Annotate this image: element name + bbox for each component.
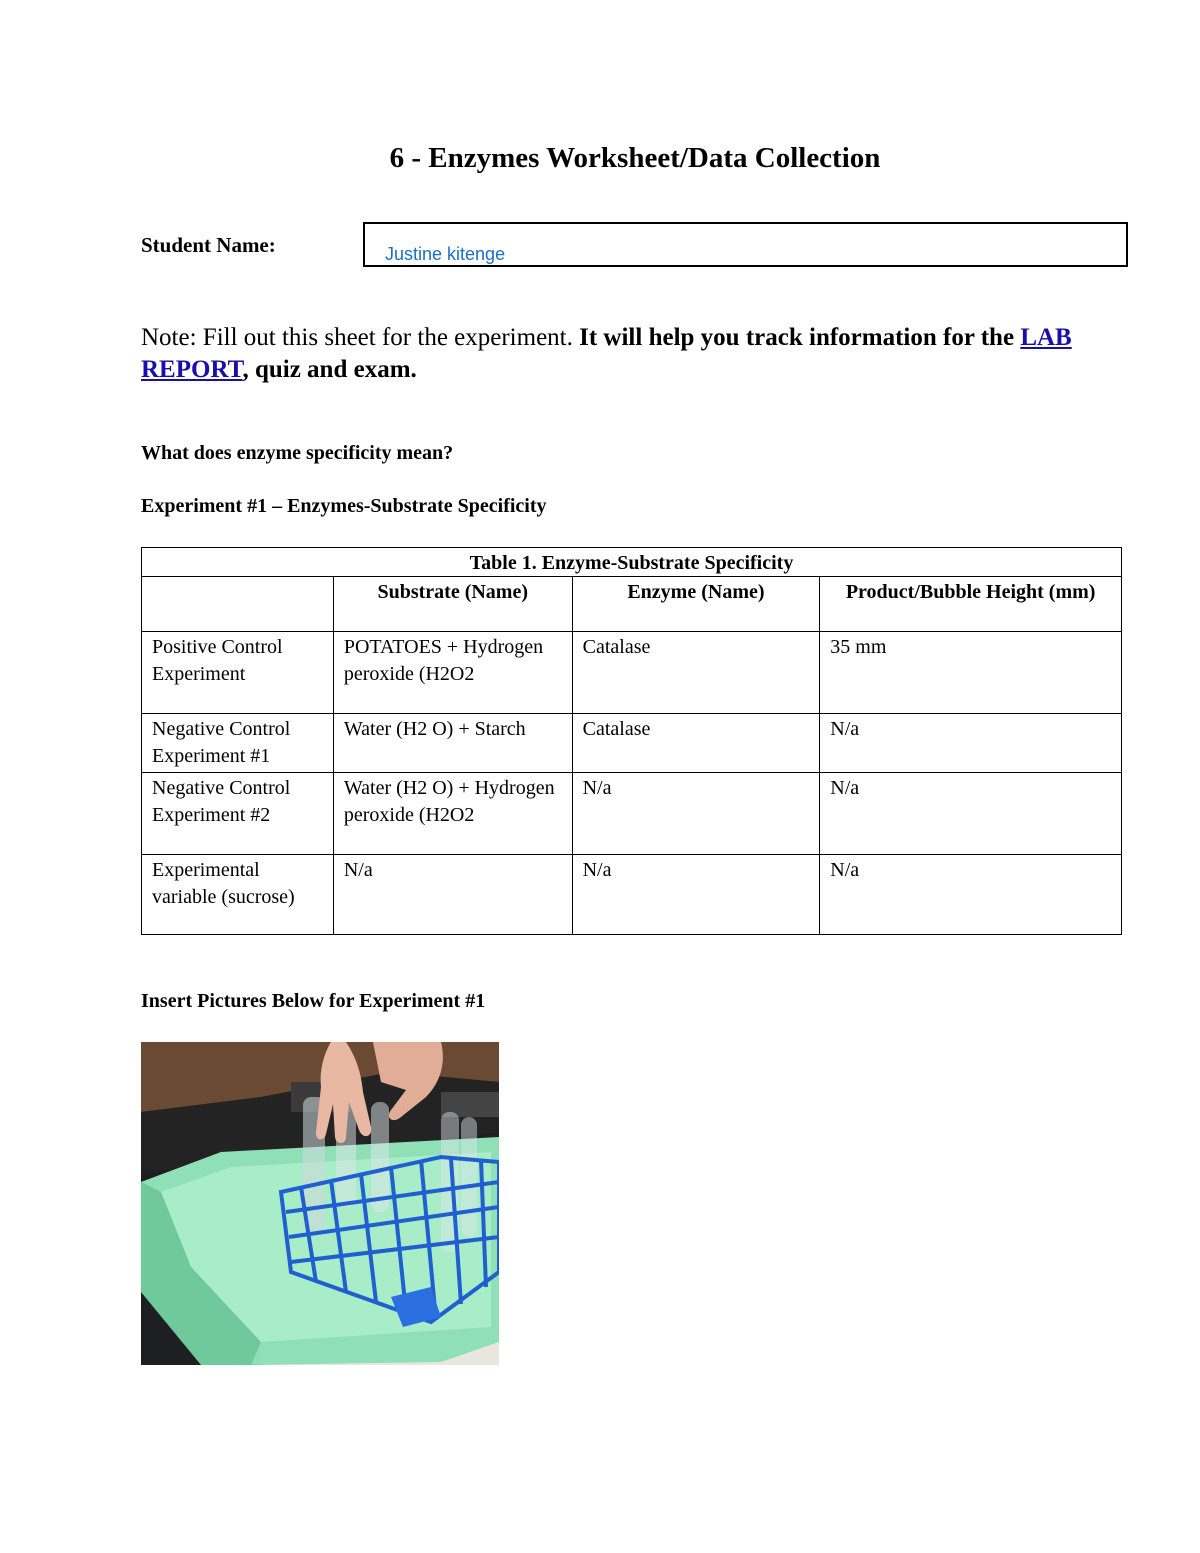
pictures-heading: Insert Pictures Below for Experiment #1 (141, 990, 486, 1012)
row-label: Experimental variable (sucrose) (142, 855, 334, 935)
row-substrate[interactable]: N/a (333, 855, 572, 935)
note-paragraph (141, 322, 1131, 386)
student-name-label: Student Name: (141, 233, 276, 257)
page-title: 6 - Enzymes Worksheet/Data Collection (389, 142, 881, 174)
row-label: Positive Control Experiment (142, 632, 334, 714)
table-header-substrate: Substrate (Name) (333, 577, 572, 632)
student-name-box[interactable] (363, 222, 1128, 267)
table-row (142, 773, 1122, 855)
row-enzyme[interactable]: Catalase (572, 714, 820, 773)
student-name-field[interactable] (385, 244, 1085, 265)
row-enzyme[interactable]: Catalase (572, 632, 820, 714)
row-label: Negative Control Experiment #2 (142, 773, 334, 855)
table-header-product: Product/Bubble Height (mm) (820, 577, 1122, 632)
table-header-empty (142, 577, 334, 632)
table-row (142, 855, 1122, 935)
note-bold: It will help you track information for the (579, 324, 1021, 351)
table-row (142, 632, 1122, 714)
table-row (142, 714, 1122, 773)
row-substrate[interactable]: POTATOES + Hydrogen peroxide (H2O2 (333, 632, 572, 714)
row-product[interactable]: N/a (820, 714, 1122, 773)
row-product[interactable]: N/a (820, 773, 1122, 855)
experiment-photo (141, 1042, 499, 1365)
table-header-enzyme: Enzyme (Name) (572, 577, 820, 632)
row-label: Negative Control Experiment #1 (142, 714, 334, 773)
row-enzyme[interactable]: N/a (572, 855, 820, 935)
row-substrate[interactable]: Water (H2 O) + Starch (333, 714, 572, 773)
row-enzyme[interactable]: N/a (572, 773, 820, 855)
note-suffix: , quiz and exam. (242, 356, 417, 383)
row-substrate[interactable]: Water (H2 O) + Hydrogen peroxide (H2O2 (333, 773, 572, 855)
row-product[interactable]: N/a (820, 855, 1122, 935)
experiment-1-heading: Experiment #1 – Enzymes-Substrate Specificity (141, 495, 547, 517)
lab-report-link[interactable]: LAB REPORT (141, 324, 1072, 383)
table-caption: Table 1. Enzyme-Substrate Specificity (142, 548, 1122, 577)
question-enzyme-specificity: What does enzyme specificity mean? (141, 442, 454, 464)
row-product[interactable]: 35 mm (820, 632, 1122, 714)
note-prefix: Note: Fill out this sheet for the experiment. (141, 324, 580, 351)
enzyme-substrate-table (141, 547, 1122, 935)
